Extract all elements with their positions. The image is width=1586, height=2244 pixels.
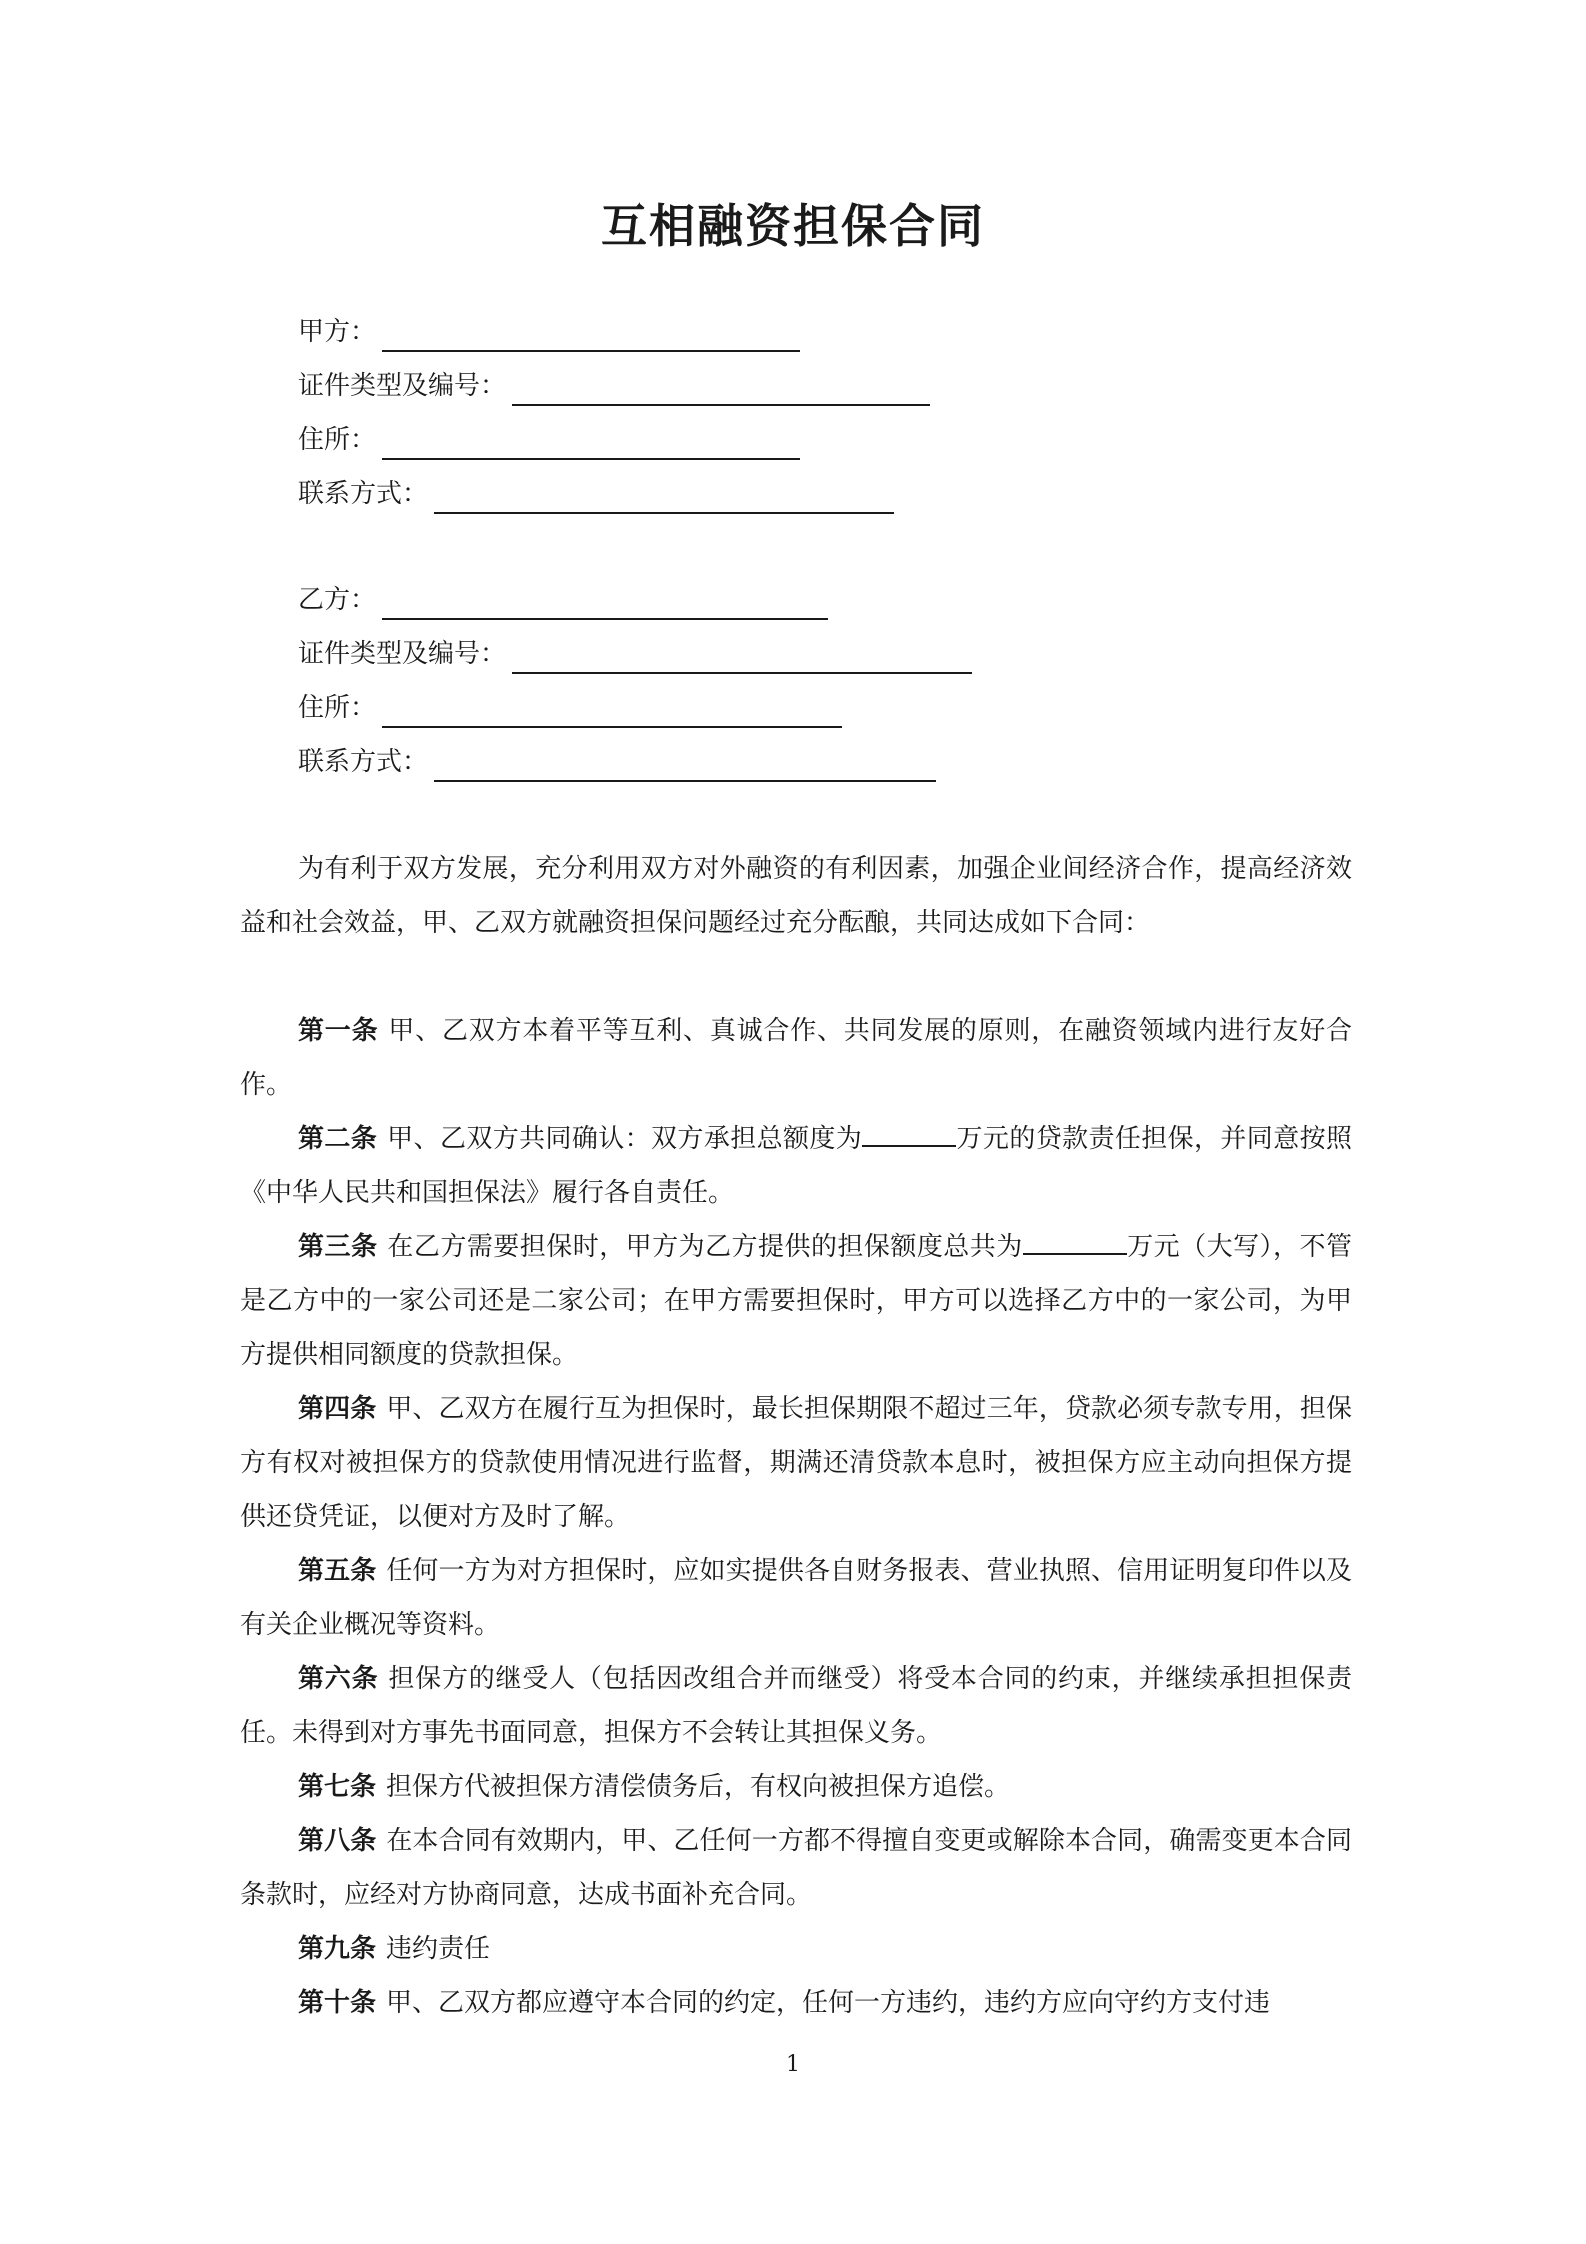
- party-a-name-label: 甲方：: [298, 317, 377, 347]
- article-5-text: 任何一方为对方担保时，应如实提供各自财务报表、营业执照、信用证明复印件以及有关企业概况等资料。: [240, 1556, 1352, 1640]
- preamble-paragraph: 为有利于双方发展，充分利用双方对外融资的有利因素，加强企业间经济合作，提高经济效益和社会效益，甲、乙双方就融资担保问题经过充分酝酿，共同达成如下合同：: [240, 854, 1352, 938]
- article-10: [240, 1976, 1352, 2030]
- article-5: [240, 1544, 1352, 1652]
- article-1-head: 第一条: [298, 1016, 379, 1046]
- article-7: [240, 1760, 1352, 1814]
- party-a-contact-line: [298, 474, 894, 514]
- article-10-text: 甲、乙双方都应遵守本合同的约定，任何一方违约，违约方应向守约方支付违: [386, 1988, 1271, 2018]
- article-3-head: 第三条: [298, 1232, 378, 1262]
- article-3-amount-blank[interactable]: [1023, 1225, 1127, 1255]
- article-7-text: 担保方代被担保方清偿债务后，有权向被担保方追偿。: [386, 1772, 1011, 1802]
- party-b-contact-blank[interactable]: [434, 750, 936, 782]
- party-a-id-blank[interactable]: [512, 374, 930, 406]
- page-number: 1: [786, 2052, 800, 2077]
- article-5-head: 第五条: [298, 1556, 377, 1586]
- article-9-text: 违约责任: [386, 1934, 491, 1964]
- party-b-contact-label: 联系方式：: [298, 747, 429, 777]
- article-2-text-after: 万元的贷款责任担保，并同意按照《中华人民共和国担保法》履行各自责任。: [240, 1124, 1352, 1208]
- article-3: [240, 1220, 1352, 1382]
- party-b-name-blank[interactable]: [382, 588, 828, 620]
- party-a-contact-blank[interactable]: [434, 482, 894, 514]
- party-b-address-line: [298, 688, 842, 728]
- party-a-name-blank[interactable]: [382, 320, 800, 352]
- article-8-text: 在本合同有效期内，甲、乙任何一方都不得擅自变更或解除本合同，确需变更本合同条款时，应经对方协商同意，达成书面补充合同。: [240, 1826, 1352, 1910]
- article-6-head: 第六条: [298, 1664, 379, 1694]
- article-1: [240, 1004, 1352, 1112]
- party-b-contact-line: [298, 742, 936, 782]
- party-b-name-line: [298, 580, 828, 620]
- party-b-id-blank[interactable]: [512, 642, 972, 674]
- article-9-head: 第九条: [298, 1934, 377, 1964]
- article-10-head: 第十条: [298, 1988, 377, 2018]
- article-6: [240, 1652, 1352, 1760]
- article-7-head: 第七条: [298, 1772, 377, 1802]
- article-2-head: 第二条: [298, 1124, 378, 1154]
- party-a-address-blank[interactable]: [382, 428, 800, 460]
- party-b-name-label: 乙方：: [298, 585, 377, 615]
- article-2: [240, 1112, 1352, 1220]
- article-2-amount-blank[interactable]: [862, 1117, 956, 1147]
- article-8: [240, 1814, 1352, 1922]
- article-4-head: 第四条: [298, 1394, 377, 1424]
- article-3-text-before: 在乙方需要担保时，甲方为乙方提供的担保额度总共为: [387, 1232, 1023, 1262]
- article-1-text: 甲、乙双方本着平等互利、真诚合作、共同发展的原则，在融资领域内进行友好合作。: [240, 1016, 1352, 1100]
- article-4: [240, 1382, 1352, 1544]
- article-3-text-after: 万元（大写），不管是乙方中的一家公司还是二家公司；在甲方需要担保时，甲方可以选择乙方中的一家公司，为甲方提供相同额度的贷款担保。: [240, 1232, 1352, 1370]
- article-9: [240, 1922, 1352, 1976]
- party-a-id-label: 证件类型及编号：: [298, 371, 507, 401]
- party-a-contact-label: 联系方式：: [298, 479, 429, 509]
- party-a-address-line: [298, 420, 800, 460]
- party-b-address-label: 住所：: [298, 693, 377, 723]
- party-a-id-line: [298, 366, 930, 406]
- party-b-id-label: 证件类型及编号：: [298, 639, 507, 669]
- article-4-text: 甲、乙双方在履行互为担保时，最长担保期限不超过三年，贷款必须专款专用，担保方有权对被担保方的贷款使用情况进行监督，期满还清贷款本息时，被担保方应主动向担保方提供还贷凭证，以便对方及时了解。: [240, 1394, 1352, 1532]
- party-a-name-line: [298, 312, 800, 352]
- article-2-text-before: 甲、乙双方共同确认：双方承担总额度为: [387, 1124, 863, 1154]
- document-title: 互相融资担保合同: [601, 199, 985, 253]
- article-6-text: 担保方的继受人（包括因改组合并而继受）将受本合同的约束，并继续承担担保责任。未得到对方事先书面同意，担保方不会转让其担保义务。: [240, 1664, 1352, 1748]
- party-a-address-label: 住所：: [298, 425, 377, 455]
- party-b-id-line: [298, 634, 972, 674]
- party-b-address-blank[interactable]: [382, 696, 842, 728]
- article-8-head: 第八条: [298, 1826, 377, 1856]
